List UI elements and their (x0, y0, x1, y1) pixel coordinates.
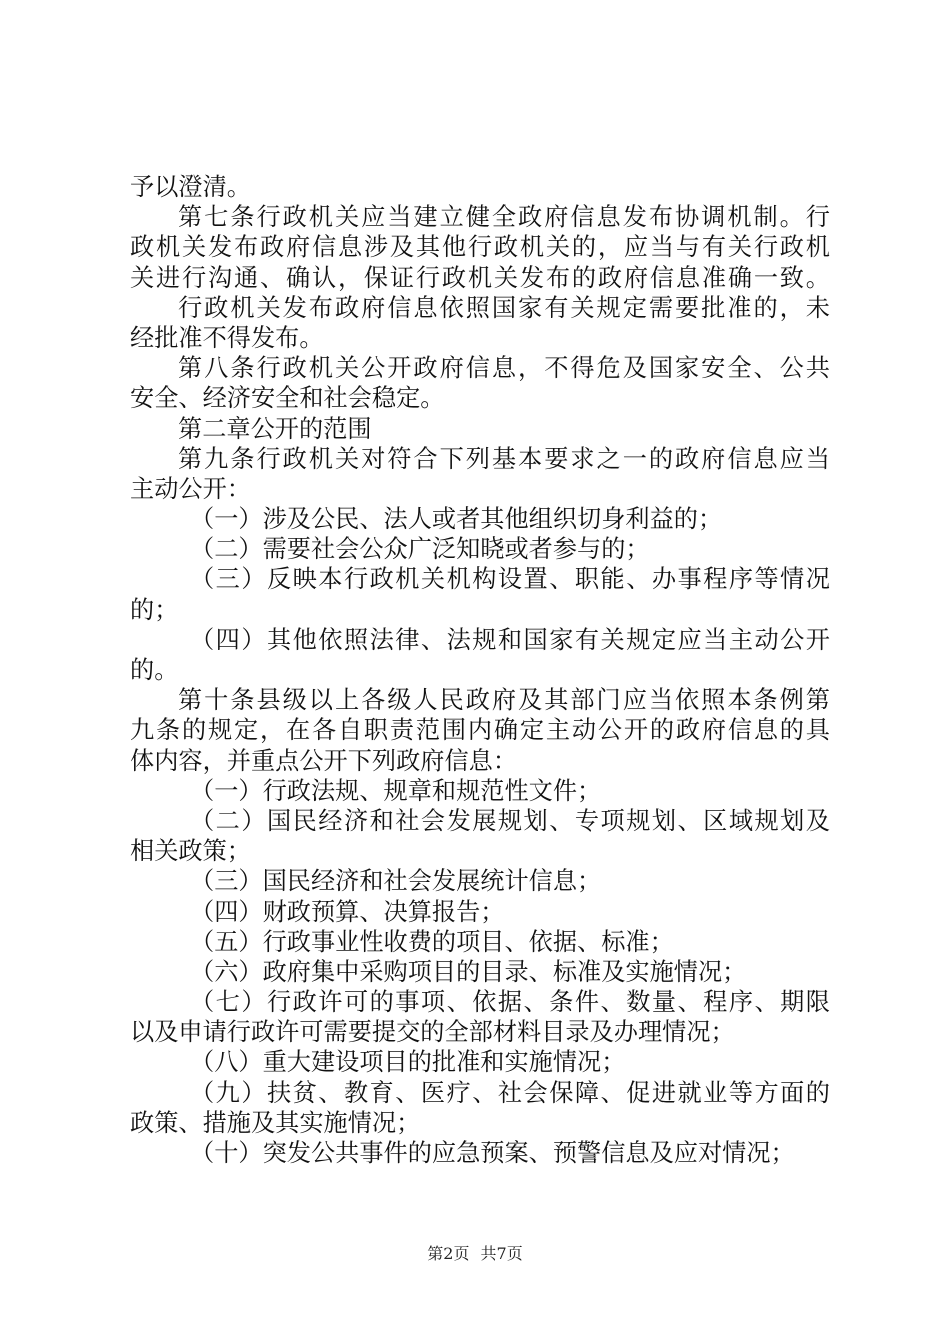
list-item: （三）国民经济和社会发展统计信息； (190, 867, 602, 896)
text-line: 相关政策； (130, 837, 251, 866)
page-footer (0, 1244, 950, 1264)
text-line: 的； (130, 595, 179, 624)
text-line: 关进行沟通、确认，保证行政机关发布的政府信息准确一致。 (130, 263, 830, 292)
text-line: 九条的规定，在各自职责范围内确定主动公开的政府信息的具 (130, 716, 830, 745)
list-item: （四）其他依照法律、法规和国家有关规定应当主动公开 (190, 625, 830, 654)
list-item: （一）涉及公民、法人或者其他组织切身利益的； (190, 505, 723, 534)
document-body (130, 172, 830, 1168)
list-item: （八）重大建设项目的批准和实施情况； (190, 1048, 626, 1077)
page-total: 共7页 (480, 1244, 523, 1263)
text-line: 安全、经济安全和社会稳定。 (130, 384, 445, 413)
text-line: 行政机关发布政府信息依照国家有关规定需要批准的，未 (178, 293, 830, 322)
text-line: 予以澄清。 (130, 173, 251, 201)
list-item: （十）突发公共事件的应急预案、预警信息及应对情况； (190, 1139, 795, 1167)
text-line: 第九条行政机关对符合下列基本要求之一的政府信息应当 (178, 444, 830, 473)
list-item: （一）行政法规、规章和规范性文件； (190, 776, 602, 805)
list-item: （三）反映本行政机关机构设置、职能、办事程序等情况 (190, 565, 830, 594)
text-line: 第七条行政机关应当建立健全政府信息发布协调机制。行 (178, 203, 830, 232)
text-line: 第十条县级以上各级人民政府及其部门应当依照本条例第 (178, 686, 830, 715)
chapter-heading: 第二章公开的范围 (178, 414, 372, 443)
text-line: 的。 (130, 656, 179, 684)
list-item: （二）国民经济和社会发展规划、专项规划、区域规划及 (190, 806, 830, 835)
list-item: （七）行政许可的事项、依据、条件、数量、程序、期限 (190, 988, 830, 1017)
text-line: 主动公开： (130, 474, 251, 503)
list-item: （九）扶贫、教育、医疗、社会保障、促进就业等方面的 (190, 1078, 830, 1107)
text-line: 第八条行政机关公开政府信息，不得危及国家安全、公共 (178, 354, 830, 383)
list-item: （四）财政预算、决算报告； (190, 897, 505, 926)
text-line: 以及申请行政许可需要提交的全部材料目录及办理情况； (130, 1018, 735, 1047)
text-line: 政策、措施及其实施情况； (130, 1108, 421, 1137)
list-item: （二）需要社会公众广泛知晓或者参与的； (190, 535, 650, 564)
text-line: 经批准不得发布。 (130, 323, 324, 352)
list-item: （五）行政事业性收费的项目、依据、标准； (190, 927, 674, 956)
list-item: （六）政府集中采购项目的目录、标准及实施情况； (190, 957, 747, 986)
page-number: 第2页 (427, 1244, 470, 1263)
text-line: 体内容，并重点公开下列政府信息： (130, 746, 518, 775)
text-line: 政机关发布政府信息涉及其他行政机关的，应当与有关行政机 (130, 233, 830, 262)
